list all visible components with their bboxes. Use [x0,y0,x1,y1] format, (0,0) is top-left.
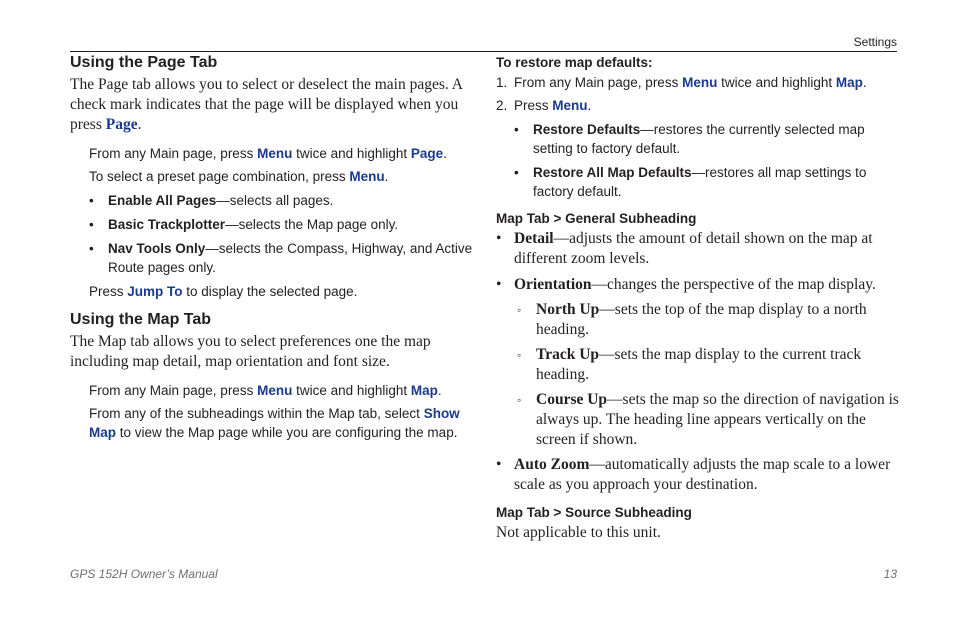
bullet-icon: • [89,217,94,232]
restore-step-1: 1. From any Main page, press Menu twice and highlight Map. [496,75,867,90]
bullet-icon: • [496,456,502,473]
page-number: 13 [883,567,897,581]
list-item: • Basic Trackplotter—selects the Map page only. [89,217,399,232]
list-item: ◦ Track Up—sets the map display to the current track heading. [517,346,862,383]
list-item: ◦ North Up—sets the top of the map display to a north heading. [517,301,867,338]
page-preset-list [70,191,475,277]
list-item: • Restore All Map Defaults—restores all map settings to factory default. [514,165,867,199]
list-item: • Detail—adjusts the amount of detail shown on the map at different zoom levels. [496,230,873,267]
page-tab-step-2: To select a preset page combination, press Menu. [89,169,389,184]
list-item: • Auto Zoom—automatically adjusts the map scale to a lower scale as you approach your destination. [496,456,891,493]
page-tab-step-1: From any Main page, press Menu twice and highlight Page. [89,146,447,161]
page-tab-intro: The Page tab allows you to select or deselect the main pages. A check mark indicates that the page will be displayed when you press Page. [70,76,463,133]
list-item: • Nav Tools Only—selects the Compass, Highway, and Active Route pages only. [89,241,473,275]
restore-step-2: 2. Press Menu. [496,98,592,113]
right-column [496,53,901,543]
map-tab-intro: The Map tab allows you to select preferences one the map including map detail, map orientation and font size. [70,333,431,370]
left-column [70,53,475,442]
bullet-icon: • [496,230,502,247]
page-tab-step-3: Press Jump To to display the selected page. [89,284,358,299]
list-item: • Restore Defaults—restores the currently selected map setting to factory default. [514,122,865,156]
bullet-icon: • [514,165,519,180]
bullet-icon: • [89,193,94,208]
running-header: Settings [853,35,897,49]
source-subheading: Map Tab > Source Subheading [496,505,692,520]
source-text: Not applicable to this unit. [496,524,661,541]
general-subheading: Map Tab > General Subheading [496,211,697,226]
manual-title: GPS 152H Owner’s Manual [70,567,218,581]
bullet-icon: • [514,122,519,137]
circle-bullet-icon: ◦ [517,393,522,407]
circle-bullet-icon: ◦ [517,348,522,362]
list-item: • Orientation—changes the perspective of the map display. [496,276,876,293]
map-tab-step-1: From any Main page, press Menu twice and highlight Map. [89,383,442,398]
page-keyword: Page [105,116,138,133]
list-item: ◦ Course Up—sets the map so the direction of navigation is always up. The heading line appears vertically on the screen if shown. [517,391,899,448]
bullet-icon: • [89,241,94,256]
circle-bullet-icon: ◦ [517,303,522,317]
restore-heading: To restore map defaults: [496,55,653,70]
map-tab-step-2: From any of the subheadings within the Map tab, select Show Map to view the Map page while you are configuring the map. [89,406,460,440]
map-tab-heading: Using the Map Tab [70,311,212,328]
list-item: • Enable All Pages—selects all pages. [89,193,334,208]
header-rule [70,51,897,52]
bullet-icon: • [496,276,502,293]
page-tab-heading: Using the Page Tab [70,54,218,71]
